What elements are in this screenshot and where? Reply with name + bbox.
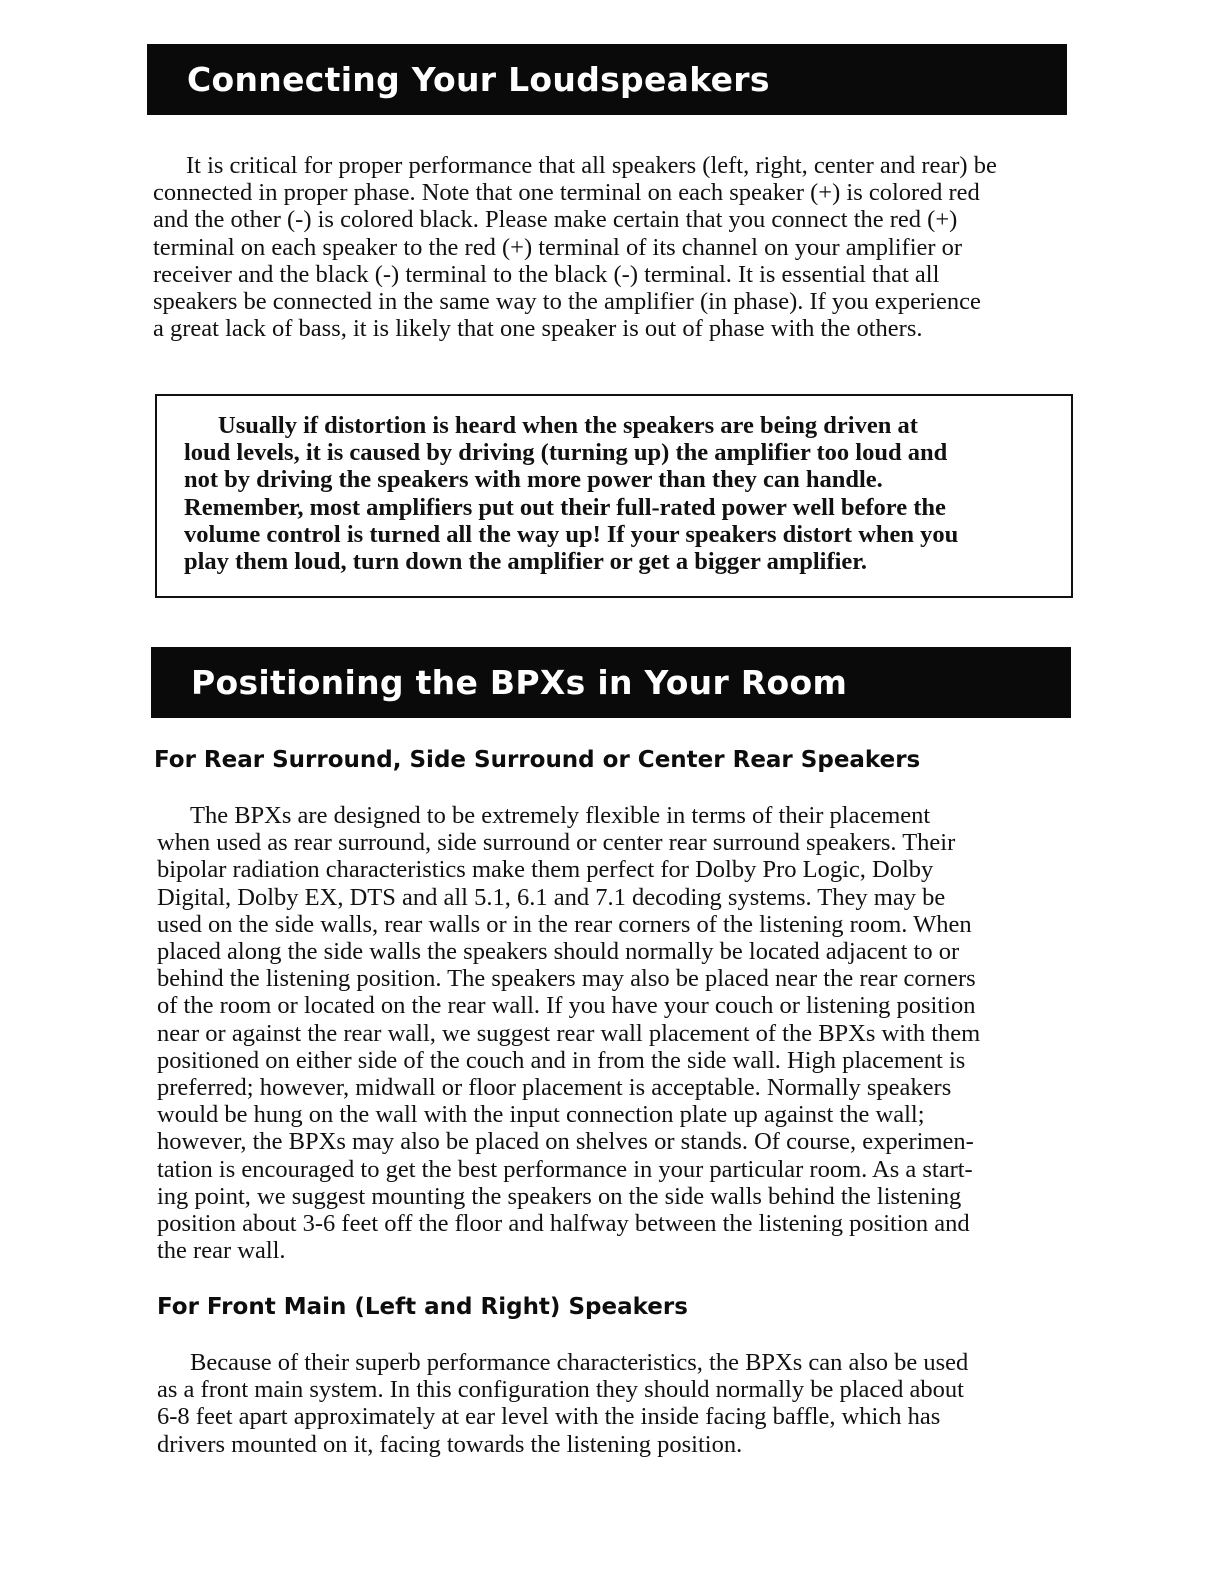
section-banner-positioning	[151, 647, 1071, 718]
section-banner-connecting	[147, 44, 1067, 115]
subheading-rear-surround: For Rear Surround, Side Surround or Center Rear Speakers	[154, 747, 921, 773]
section-title: Connecting Your Loudspeakers	[187, 60, 770, 99]
connecting-paragraph: It is critical for proper performance that all speakers (left, right, center and rear) be connected in proper phase. Note that one terminal on each speaker (+) is colored red and the other (-) is colored black. Please make certain that you connect the red (+) terminal on each speaker to the red (+) terminal of its channel on your amplifier or receiver and the black (-) terminal to the black (-) terminal. It is essential that all speakers be connected in the same way to the amplifier (in phase). If you experience a great lack of bass, it is likely that one speaker is out of phase with the others.	[153, 152, 997, 343]
subheading-front-main: For Front Main (Left and Right) Speakers	[157, 1294, 688, 1320]
section-title: Positioning the BPXs in Your Room	[191, 663, 848, 702]
rear-surround-paragraph: The BPXs are designed to be extremely flexible in terms of their placement when used as rear surround, side surround or center rear surround speakers. Their bipolar radiation characteristics make them perfect for Dolby Pro Logic, Dolby Digital, Dolby EX, DTS and all 5.1, 6.1 and 7.1 decoding systems. They may be used on the side walls, rear walls or in the rear corners of the listening room. When placed along the side walls the speakers should normally be located adjacent to or behind the listening position. The speakers may also be placed near the rear corners of the room or located on the rear wall. If you have your couch or listening position near or against the rear wall, we suggest rear wall placement of the BPXs with them positioned on either side of the couch and in from the side wall. High placement is preferred; however, midwall or floor placement is acceptable. Normally speakers would be hung on the wall with the input connection plate up against the wall; however, the BPXs may also be placed on shelves or stands. Of course, experimen- tation is encouraged to get the best performance in your particular room. As a start- ing point, we suggest mounting the speakers on the side walls behind the listening position about 3-6 feet off the floor and halfway between the listening position and the rear wall.	[157, 802, 981, 1265]
distortion-note-text: Usually if distortion is heard when the speakers are being driven at loud levels, it is caused by driving (turning up) the amplifier too loud and not by driving the speakers with more power than they can handle. Remember, most amplifiers put out their full-rated power well before the volume control is turned all the way up! If your speakers distort when you play them loud, turn down the amplifier or get a bigger amplifier.	[184, 412, 959, 576]
distortion-note-box	[155, 394, 1073, 598]
front-main-paragraph: Because of their superb performance characteristics, the BPXs can also be used as a front main system. In this configuration they should normally be placed about 6-8 feet apart approximately at ear level with the inside facing baffle, which has drivers mounted on it, facing towards the listening position.	[157, 1349, 969, 1458]
